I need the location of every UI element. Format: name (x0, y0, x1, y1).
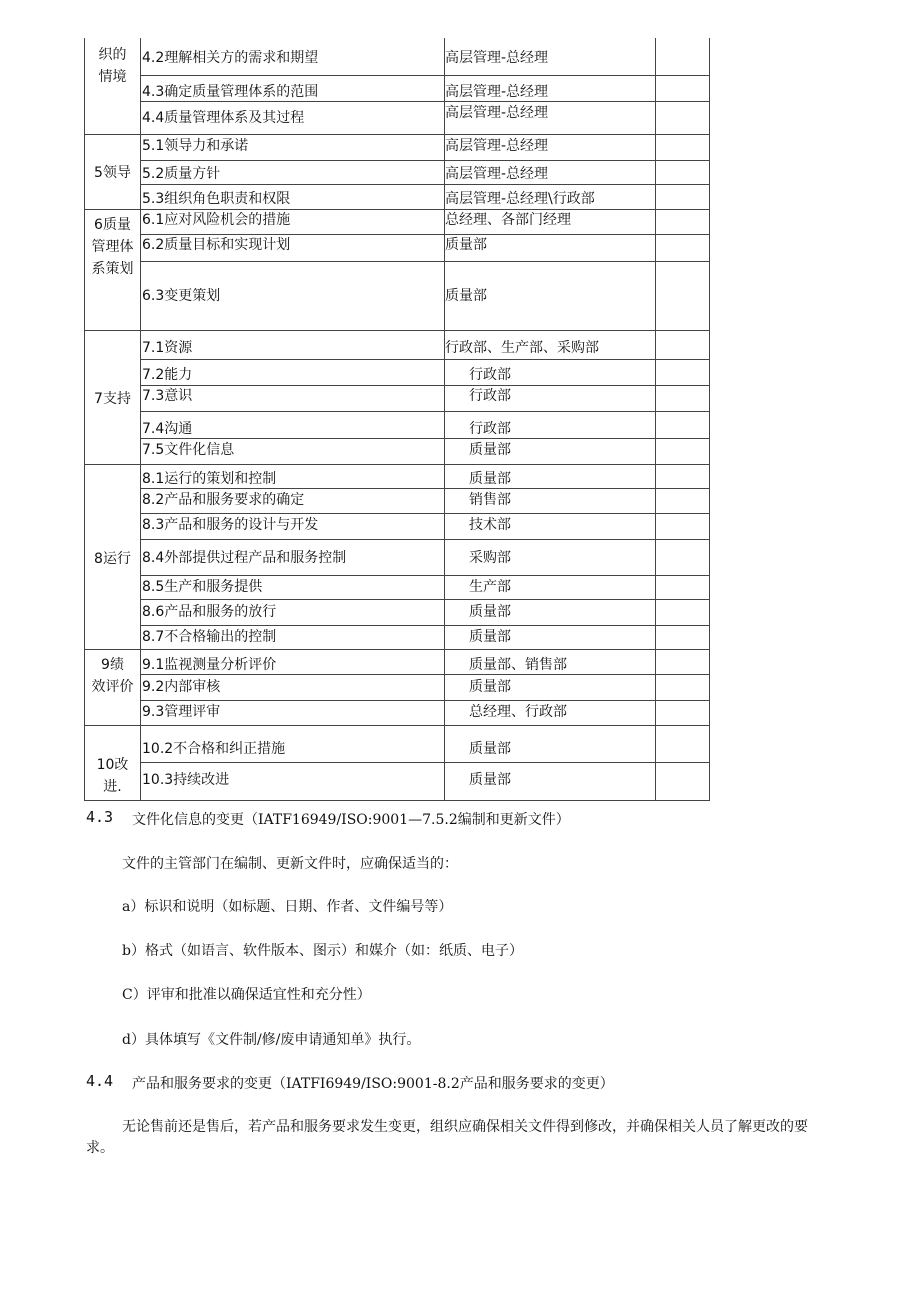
list-item: a）标识和说明（如标题、日期、作者、文件编号等） (122, 899, 453, 915)
dept-cell: 高层管理-总经理\行政部 (445, 191, 595, 207)
dept-cell: 质量部 (445, 288, 487, 304)
clause-cell: 4.4质量管理体系及其过程 (142, 110, 305, 126)
category-label: 9绩 效评价 (91, 657, 134, 695)
dept-cell: 质量部 (469, 772, 511, 788)
dept-cell: 质量部 (469, 741, 511, 757)
list-item: C）评审和批准以确保适宜性和充分性） (122, 987, 371, 1003)
clause-cell: 8.7不合格输出的控制 (142, 629, 277, 645)
dept-cell: 高层管理-总经理 (445, 105, 549, 121)
list-item: d）具体填写《文件制/修/废申请通知单》执行。 (122, 1032, 421, 1048)
dept-cell: 高层管理-总经理 (445, 50, 549, 66)
dept-cell: 质量部、销售部 (469, 657, 567, 673)
clause-cell: 5.3组织角色职责和权限 (142, 191, 291, 207)
dept-cell: 高层管理-总经理 (445, 138, 549, 154)
clause-cell: 5.2质量方针 (142, 166, 221, 182)
clause-cell: 4.3确定质量管理体系的范围 (142, 84, 319, 100)
dept-cell: 行政部 (469, 388, 511, 404)
dept-cell: 高层管理-总经理 (445, 166, 549, 182)
clause-cell: 8.1运行的策划和控制 (142, 471, 277, 487)
dept-cell: 生产部 (469, 579, 511, 595)
clause-cell: 9.1监视测量分析评价 (142, 657, 277, 673)
dept-cell: 总经理、行政部 (469, 704, 567, 720)
section-number: 4.4 (86, 1072, 114, 1090)
category-label: 10改 进. (96, 757, 129, 795)
category-label: 8运行 (94, 551, 131, 567)
section-heading: 产品和服务要求的变更（IATFI6949/ISO:9001-8.2产品和服务要求的变更） (132, 1076, 614, 1092)
clause-cell: 6.2质量目标和实现计划 (142, 237, 291, 253)
dept-cell: 质量部 (469, 679, 511, 695)
clause-cell: 8.2产品和服务要求的确定 (142, 492, 305, 508)
section-heading: 文件化信息的变更（IATF16949/ISO:9001—7.5.2编制和更新文件） (132, 812, 570, 828)
dept-cell: 销售部 (469, 492, 511, 508)
clause-cell: 6.3变更策划 (142, 288, 221, 304)
section-number: 4.3 (86, 808, 114, 826)
clause-cell: 7.3意识 (142, 388, 193, 404)
paragraph: 文件的主管部门在编制、更新文件时，应确保适当的： (122, 856, 458, 872)
dept-cell: 质量部 (445, 237, 487, 253)
clause-cell: 7.5文件化信息 (142, 442, 235, 458)
dept-cell: 采购部 (469, 550, 511, 566)
paragraph: 无论售前还是售后，若产品和服务要求发生变更，组织应确保相关文件得到修改，并确保相关人员了解更改的要 (122, 1119, 808, 1135)
dept-cell: 技术部 (469, 517, 511, 533)
clause-cell: 5.1领导力和承诺 (142, 138, 249, 154)
dept-cell: 质量部 (469, 604, 511, 620)
clause-cell: 6.1应对风险机会的措施 (142, 212, 291, 228)
dept-cell: 高层管理-总经理 (445, 84, 549, 100)
clause-cell: 7.1资源 (142, 340, 193, 356)
category-label: 7支持 (94, 391, 131, 407)
dept-cell: 质量部 (469, 629, 511, 645)
dept-cell: 行政部、生产部、采购部 (445, 340, 599, 356)
list-item: b）格式（如语言、软件版本、图示）和媒介（如：纸质、电子） (122, 943, 523, 959)
clause-cell: 7.4沟通 (142, 421, 193, 437)
dept-cell: 总经理、各部门经理 (445, 212, 571, 228)
clause-cell: 8.6产品和服务的放行 (142, 604, 277, 620)
dept-cell: 质量部 (469, 442, 511, 458)
clause-cell: 9.2内部审核 (142, 679, 221, 695)
dept-cell: 质量部 (469, 471, 511, 487)
category-label: 织的 情境 (98, 47, 127, 85)
clause-cell: 10.3持续改进 (142, 772, 230, 788)
clause-cell: 8.5生产和服务提供 (142, 579, 263, 595)
clause-cell: 8.4外部提供过程产品和服务控制 (142, 550, 347, 566)
paragraph: 求。 (86, 1140, 114, 1156)
dept-cell: 行政部 (469, 367, 511, 383)
clause-cell: 4.2理解相关方的需求和期望 (142, 50, 319, 66)
clause-cell: 10.2不合格和纠正措施 (142, 741, 286, 757)
category-label: 6质量 管理体 系策划 (91, 217, 134, 277)
clause-cell: 8.3产品和服务的设计与开发 (142, 517, 319, 533)
dept-cell: 行政部 (469, 421, 511, 437)
category-label: 5领导 (94, 165, 131, 181)
clause-cell: 9.3管理评审 (142, 704, 221, 720)
clause-cell: 7.2能力 (142, 367, 193, 383)
